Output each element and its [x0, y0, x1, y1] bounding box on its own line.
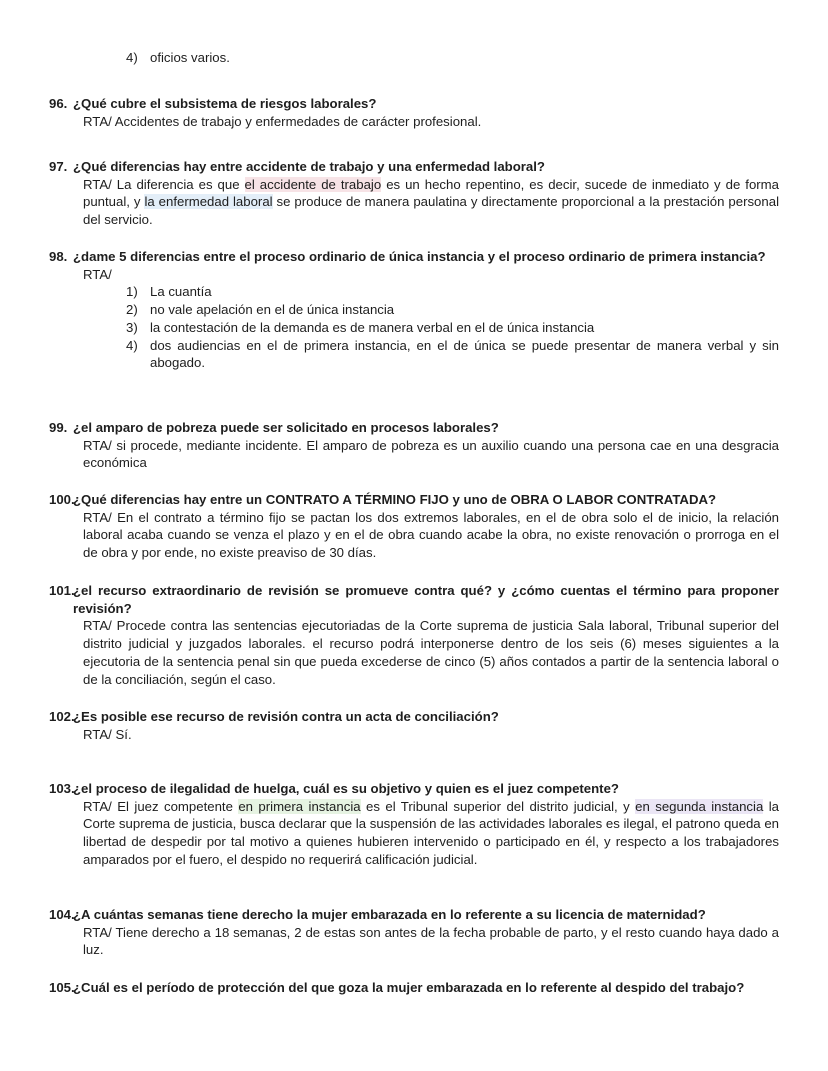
answer-text: [0, 798, 779, 869]
answer-text: RTA/ Tiene derecho a 18 semanas, 2 de estas son antes de la fecha probable de parto, y el resto cuando haya dado a luz.: [83, 924, 779, 958]
answer-segment: se produce de manera paulatina y directamente proporcional a la prestación personal del servicio.: [83, 194, 779, 228]
answer-text: RTA/ En el contrato a término fijo se pactan los dos extremos laborales, en el de obra solo el de inicio, la relación laboral acaba cuando se venza el plazo y en el de obra cuando acabe la obra, no existe renovación o prorroga en el de obra y por ende, no existe preaviso de 30 días.: [83, 509, 779, 561]
list-text: oficios varios.: [150, 50, 230, 65]
question-105: [0, 979, 828, 997]
question-label: ¿el recurso extraordinario de revisión se promueve contra qué? y ¿cómo cuentas el término para proponer revisión?: [73, 583, 779, 616]
answer-segment: RTA/ El juez competente: [83, 798, 239, 814]
question-text: [0, 419, 779, 437]
highlight-enfermedad: la enfermedad laboral: [144, 194, 273, 210]
answer-text: [0, 176, 779, 229]
question-99: [0, 419, 828, 472]
list-number: 4): [126, 50, 138, 65]
question-label: ¿el amparo de pobreza puede ser solicitado en procesos laborales?: [73, 420, 499, 435]
question-number: 96.: [49, 96, 68, 111]
question-label: ¿A cuántas semanas tiene derecho la mujer embarazada en lo referente a su licencia de maternidad?: [73, 907, 706, 922]
question-text: [0, 780, 779, 798]
question-number: 98.: [49, 249, 68, 264]
question-text: [0, 491, 779, 509]
question-98: [0, 248, 828, 372]
question-text: [0, 979, 779, 997]
list-number: 3): [126, 319, 138, 335]
question-text: [0, 708, 779, 726]
question-number: 103.: [49, 781, 75, 796]
question-label: ¿dame 5 diferencias entre el proceso ordinario de única instancia y el proceso ordinario de primera instancia?: [73, 249, 766, 264]
list-text: la contestación de la demanda es de manera verbal en el de única instancia: [150, 319, 595, 335]
list-item: [0, 49, 779, 67]
question-104: [0, 906, 828, 959]
list-item: [0, 301, 779, 319]
question-number: 105.: [49, 980, 75, 995]
question-number: 102.: [49, 709, 75, 724]
answer-text: RTA/ si procede, mediante incidente. El amparo de pobreza es un auxilio cuando una persona cae en una desgracia económica: [83, 437, 779, 471]
question-label: ¿Qué cubre el subsistema de riesgos laborales?: [73, 96, 377, 111]
question-number: 100.: [49, 492, 75, 507]
highlight-accidente: el accidente de trabajo: [244, 176, 382, 192]
question-text: [0, 582, 779, 617]
question-text: [0, 906, 779, 924]
answer-segment: RTA/ La diferencia es que: [83, 176, 245, 192]
question-label: ¿Qué diferencias hay entre un CONTRATO A TÉRMINO FIJO y uno de OBRA O LABOR CONTRATADA?: [73, 492, 717, 507]
list-text: dos audiencias en el de primera instancia, en el de única se puede presentar de manera verbal y sin abogado.: [150, 337, 779, 371]
answer-text: RTA/ Sí.: [83, 726, 132, 742]
answer-text: RTA/: [83, 266, 112, 282]
list-number: 1): [126, 284, 138, 300]
question-text: [0, 248, 779, 266]
question-101: [0, 582, 828, 688]
question-number: 97.: [49, 159, 68, 174]
list-text: no vale apelación en el de única instancia: [150, 302, 395, 318]
question-label: ¿el proceso de ilegalidad de huelga, cuál es su objetivo y quien es el juez competente?: [73, 781, 619, 796]
question-text: [0, 95, 779, 113]
highlight-primera-instancia: en primera instancia: [238, 798, 361, 814]
list-item: [0, 337, 779, 372]
question-label: ¿Es posible ese recurso de revisión contra un acta de conciliación?: [73, 709, 499, 724]
question-number: 101.: [49, 583, 75, 598]
question-102: [0, 708, 828, 743]
question-label: ¿Cuál es el período de protección del que goza la mujer embarazada en lo referente al despido del trabajo?: [73, 980, 745, 995]
question-label: ¿Qué diferencias hay entre accidente de trabajo y una enfermedad laboral?: [73, 159, 545, 174]
answer-segment: es un hecho repentino, es decir, sucede de inmediato y de forma puntual, y: [83, 176, 779, 210]
answer-segment: es el Tribunal superior del distrito judicial, y: [360, 798, 636, 814]
answer-segment: la Corte suprema de justicia, busca declarar que la suspensión de las actividades laborales es ilegal, el patrono queda en libertad de despedir por tal motivo a quienes hubieren intervenido o participado en él, y respecto a los trabajadores amparados por el fuero, el despido no requerirá calificación judicial.: [83, 798, 779, 867]
list-number: 4): [126, 337, 138, 353]
question-number: 104.: [49, 907, 75, 922]
question-100: [0, 491, 828, 562]
question-text: [0, 158, 779, 176]
list-item: [0, 283, 779, 301]
question-number: 99.: [49, 420, 68, 435]
question-97: [0, 158, 828, 229]
question-103: [0, 780, 828, 869]
answer-text: RTA/ Procede contra las sentencias ejecutoriadas de la Corte suprema de justicia Sala laboral, Tribunal superior del distrito judicial y juzgados laborales. el recurso podrá interponerse dentro de los seis (6) meses siguientes a la ejecutoria de la sentencia penal sin que pueda excederse de cinco (5) años contados a partir de la sentencia laboral o de la conciliación, según el caso.: [83, 618, 779, 687]
list-text: La cuantía: [150, 284, 212, 300]
question-96: [0, 95, 828, 130]
answer-text: RTA/ Accidentes de trabajo y enfermedades de carácter profesional.: [83, 113, 482, 129]
list-number: 2): [126, 302, 138, 318]
list-item: [0, 319, 779, 337]
highlight-segunda-instancia: en segunda instancia: [635, 798, 764, 814]
list-item-oficios: [0, 49, 828, 67]
